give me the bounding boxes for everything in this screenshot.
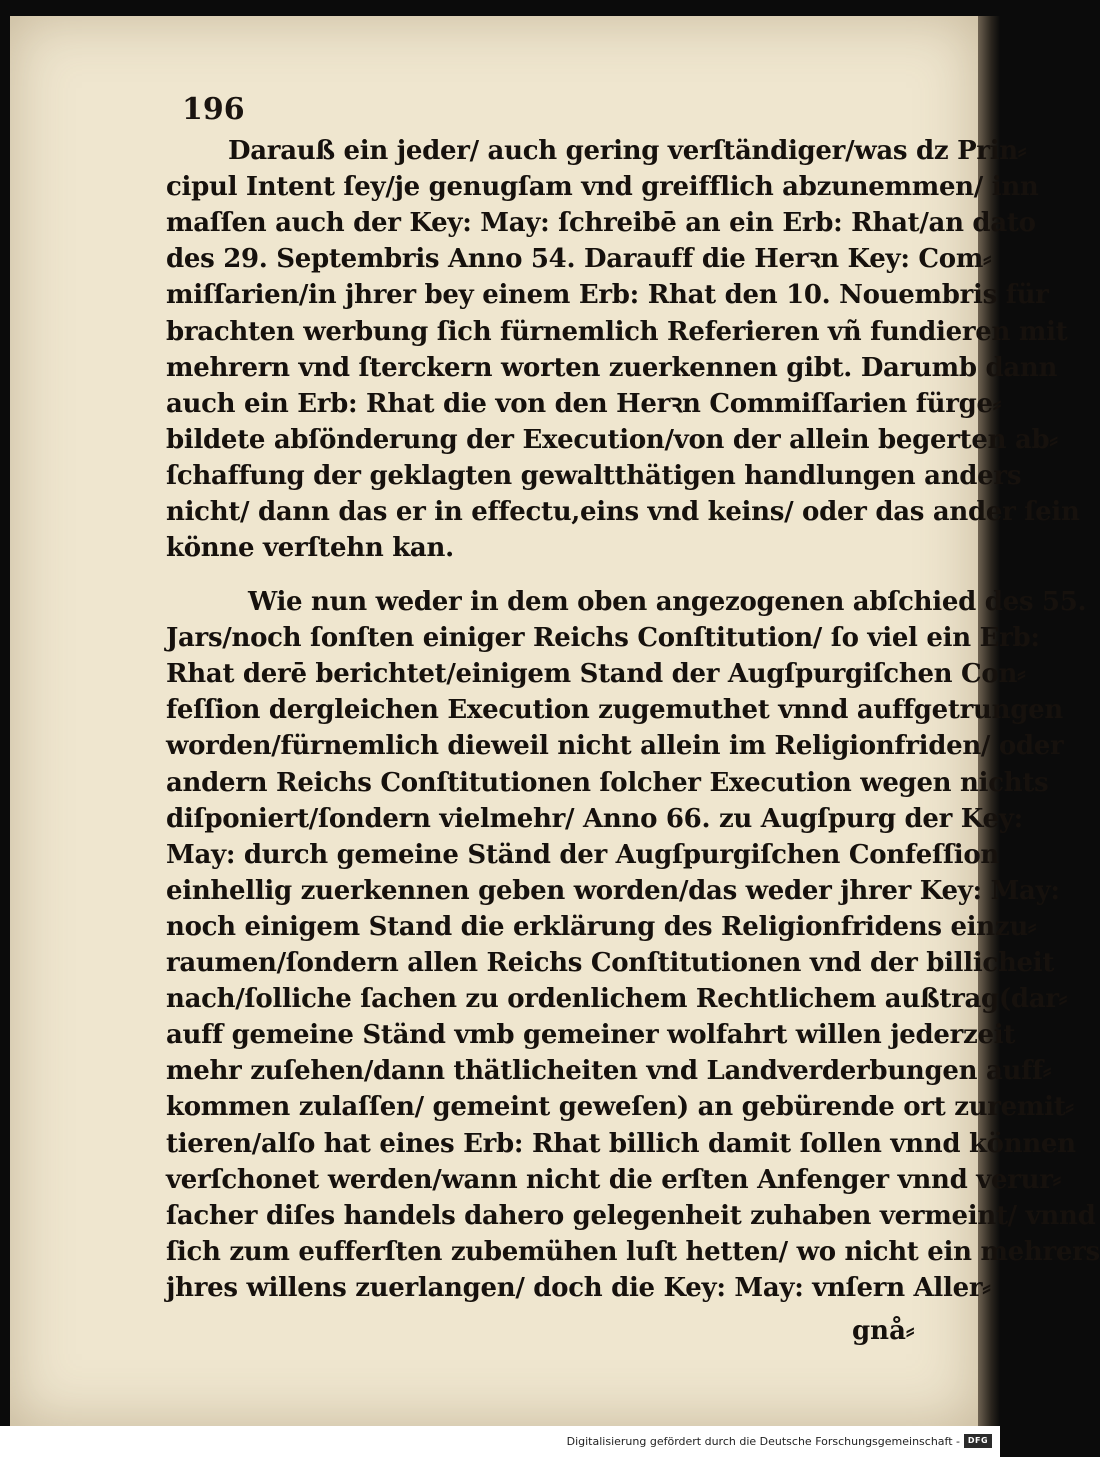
text-line: verſchonet werden/wann nicht die erſten Anfenger vnnd verur⸗	[166, 1164, 1062, 1195]
text-line: andern Reichs Conſtitutionen ſolcher Execution wegen nichts	[166, 767, 1049, 798]
text-line: jhres willens zuerlangen/ doch die Key: May: vnſern Aller⸗	[166, 1272, 991, 1303]
text-line: noch einigem Stand die erklärung des Religionfridens einzu⸗	[166, 911, 1037, 942]
text-line: raumen/ſondern allen Reichs Conſtitutionen vnd der billicheit	[166, 948, 1055, 978]
text-line: diſponiert/ſondern vielmehr/ Anno 66. zu Augſpurg der Key:	[166, 803, 1023, 834]
text-line: Wie nun weder in dem oben angezogenen abſchied des 55.	[248, 587, 1087, 617]
text-line: worden/fürnemlich dieweil nicht allein im Religionfriden/ oder	[166, 731, 1064, 762]
text-line: miſſarien/in jhrer bey einem Erb: Rhat den 10. Nouembris für	[166, 280, 1049, 311]
text-line: Darauß ein jeder/ auch gering verſtändiger/was dz Prin⸗	[228, 136, 1027, 166]
text-line: ſacher diſes handels dahero gelegenheit zuhaben vermeint/ vnnd	[166, 1200, 1096, 1231]
text-line: einhellig zuerkennen geben worden/das weder jhrer Key: May:	[166, 875, 1060, 906]
text-line: maſſen auch der Key: May: ſchreibē an ein Erb: Rhat/an dato	[166, 208, 1036, 239]
text-line: mehrern vnd ſterckern worten zuerkennen gibt. Darumb dann	[166, 352, 1058, 383]
text-line: Rhat derē berichtet/einigem Stand der Augſpurgiſchen Con⸗	[166, 659, 1026, 690]
text-line: bildete abſönderung der Execution/von der allein begerten ab⸗	[166, 424, 1058, 455]
text-line: auff gemeine Ständ vmb gemeiner wolfahrt willen jederzeit	[166, 1020, 1016, 1051]
text-line: kommen zulaſſen/ gemeint geweſen) an gebürende ort zuremit⸗	[166, 1092, 1074, 1123]
text-line: tieren/alſo hat eines Erb: Rhat billich damit ſollen vnnd können	[166, 1128, 1076, 1159]
text-line: ſich zum eufferſten zubemühen luſt hetten/ wo nicht ein mehrers	[166, 1236, 1100, 1267]
text-line: May: durch gemeine Ständ der Augſpurgiſchen Confeſſion	[166, 839, 999, 870]
dfg-logo-icon: DFG	[964, 1434, 992, 1448]
text-line: auch ein Erb: Rhat die von den Herꝛn Commiſſarien fürge⸗	[166, 388, 1002, 419]
footer-credit: Digitalisierung gefördert durch die Deutsche Forschungsgemeinschaft -	[566, 1435, 960, 1448]
text-line: des 29. Septembris Anno 54. Darauff die Herꝛn Key: Com⸗	[166, 244, 992, 275]
text-line: ſchaffung der geklagten gewaltthätigen handlungen anders	[166, 460, 1022, 491]
text-line: brachten werbung ſich fürnemlich Referieren vñ fundieren mit	[166, 316, 1068, 347]
text-line: könne verſtehn kan.	[166, 533, 454, 564]
text-line: feſſion dergleichen Execution zugemuthet vnnd auffgetrungen	[166, 695, 1063, 726]
text-line: Jars/noch ſonſten einiger Reichs Conſtitution/ ſo viel ein Erb:	[166, 623, 1040, 654]
page-number: 196	[182, 92, 245, 127]
text-line: cipul Intent ſey/je genugſam vnd greifflich abzunemmen/ inn	[166, 172, 1039, 203]
catchword: gnå⸗	[852, 1316, 915, 1346]
footer-bar	[0, 1426, 1000, 1457]
text-line: nach/ſolliche ſachen zu ordenlichem Rechtlichem außtrag(dar⸗	[166, 984, 1068, 1015]
text-line: nicht/ dann das er in effectu,eins vnd keins/ oder das ander ſein	[166, 497, 1080, 527]
text-line: mehr zuſehen/dann thätlicheiten vnd Landverderbungen auff⸗	[166, 1056, 1052, 1087]
